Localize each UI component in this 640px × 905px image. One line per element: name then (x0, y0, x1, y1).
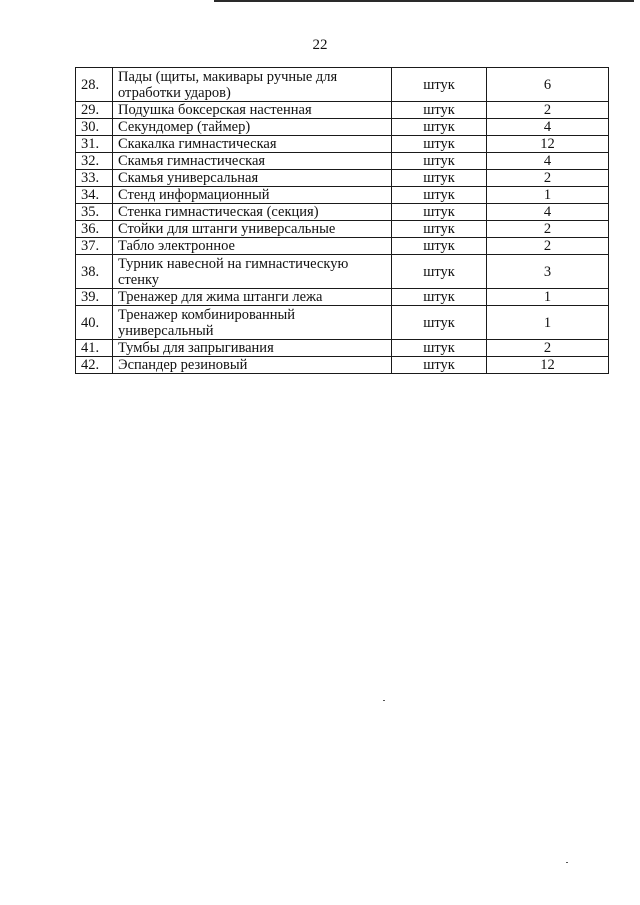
row-number-cell: 35. (76, 204, 113, 221)
item-name-cell: Подушка боксерская настенная (113, 102, 392, 119)
table-row (76, 255, 609, 289)
table-row (76, 153, 609, 170)
scan-speck (566, 862, 568, 863)
quantity-cell: 6 (487, 68, 609, 102)
item-name-cell: Турник навесной на гимнастическую стенку (113, 255, 392, 289)
unit-cell: штук (392, 136, 487, 153)
unit-cell: штук (392, 187, 487, 204)
item-name-cell: Тумбы для запрыгивания (113, 340, 392, 357)
table-row (76, 68, 609, 102)
unit-cell: штук (392, 238, 487, 255)
table-row (76, 136, 609, 153)
quantity-cell: 4 (487, 119, 609, 136)
quantity-cell: 1 (487, 187, 609, 204)
row-number-cell: 38. (76, 255, 113, 289)
unit-cell: штук (392, 357, 487, 374)
quantity-cell: 2 (487, 340, 609, 357)
item-name-cell: Табло электронное (113, 238, 392, 255)
table-row (76, 119, 609, 136)
row-number-cell: 32. (76, 153, 113, 170)
row-number-cell: 30. (76, 119, 113, 136)
item-name-cell: Скакалка гимнастическая (113, 136, 392, 153)
row-number-cell: 37. (76, 238, 113, 255)
row-number-cell: 36. (76, 221, 113, 238)
quantity-cell: 3 (487, 255, 609, 289)
unit-cell: штук (392, 255, 487, 289)
unit-cell: штук (392, 119, 487, 136)
top-edge-rule (214, 0, 634, 2)
scan-speck (383, 700, 385, 701)
table-row (76, 306, 609, 340)
unit-cell: штук (392, 289, 487, 306)
table-row (76, 102, 609, 119)
item-name-cell: Тренажер комбинированный универсальный (113, 306, 392, 340)
quantity-cell: 1 (487, 289, 609, 306)
row-number-cell: 28. (76, 68, 113, 102)
unit-cell: штук (392, 170, 487, 187)
table-row (76, 340, 609, 357)
item-name-cell: Скамья универсальная (113, 170, 392, 187)
quantity-cell: 2 (487, 221, 609, 238)
equipment-table-body (76, 68, 609, 374)
table-row (76, 289, 609, 306)
row-number-cell: 42. (76, 357, 113, 374)
item-name-cell: Скамья гимнастическая (113, 153, 392, 170)
unit-cell: штук (392, 204, 487, 221)
table-row (76, 204, 609, 221)
row-number-cell: 33. (76, 170, 113, 187)
row-number-cell: 39. (76, 289, 113, 306)
item-name-cell: Стенд информационный (113, 187, 392, 204)
quantity-cell: 4 (487, 204, 609, 221)
table-row (76, 357, 609, 374)
row-number-cell: 40. (76, 306, 113, 340)
item-name-cell: Стойки для штанги универсальные (113, 221, 392, 238)
unit-cell: штук (392, 221, 487, 238)
table-row (76, 170, 609, 187)
item-name-cell: Стенка гимнастическая (секция) (113, 204, 392, 221)
quantity-cell: 2 (487, 170, 609, 187)
page-number: 22 (312, 37, 328, 53)
row-number-cell: 29. (76, 102, 113, 119)
table-row (76, 238, 609, 255)
quantity-cell: 2 (487, 238, 609, 255)
table-row (76, 187, 609, 204)
equipment-table (75, 67, 609, 374)
row-number-cell: 41. (76, 340, 113, 357)
quantity-cell: 1 (487, 306, 609, 340)
row-number-cell: 31. (76, 136, 113, 153)
table-row (76, 221, 609, 238)
unit-cell: штук (392, 306, 487, 340)
quantity-cell: 4 (487, 153, 609, 170)
unit-cell: штук (392, 340, 487, 357)
unit-cell: штук (392, 102, 487, 119)
item-name-cell: Тренажер для жима штанги лежа (113, 289, 392, 306)
item-name-cell: Секундомер (таймер) (113, 119, 392, 136)
item-name-cell: Пады (щиты, макивары ручные для отработки ударов) (113, 68, 392, 102)
quantity-cell: 2 (487, 102, 609, 119)
unit-cell: штук (392, 153, 487, 170)
quantity-cell: 12 (487, 357, 609, 374)
item-name-cell: Эспандер резиновый (113, 357, 392, 374)
quantity-cell: 12 (487, 136, 609, 153)
unit-cell: штук (392, 68, 487, 102)
row-number-cell: 34. (76, 187, 113, 204)
